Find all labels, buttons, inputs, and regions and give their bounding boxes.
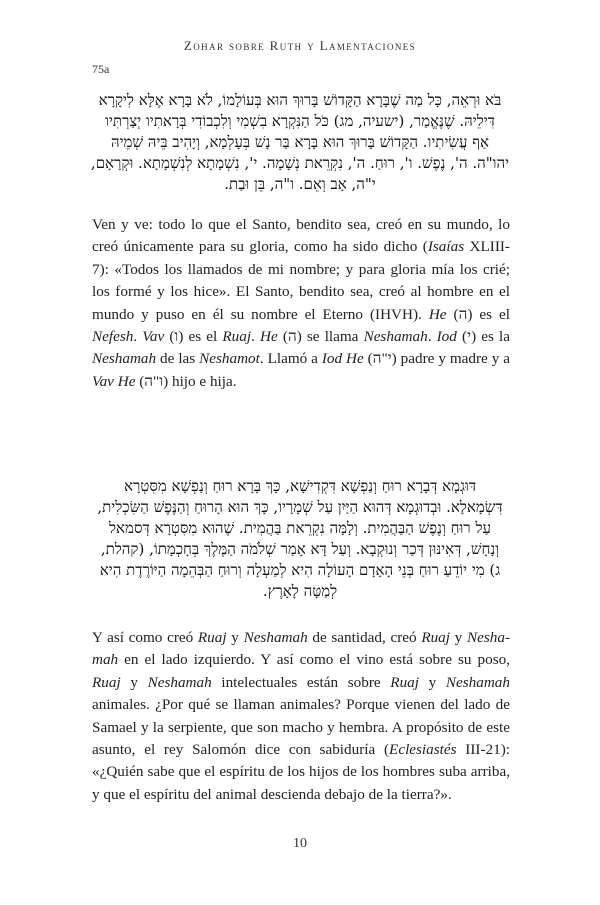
italic-term: Ruaj [222, 328, 252, 346]
text-run: Y así como creó [92, 629, 198, 646]
italic-term: Iod He [321, 350, 364, 368]
hebrew-passage-1 [90, 90, 510, 195]
italic-term: Neshamah [92, 629, 510, 669]
text-run: Ven y ve: todo lo que el Santo, bendito sea, creó en su mundo, lo creó únicamente para su gloria, como ha sido dicho ( [92, 216, 510, 256]
hebrew-line: לְמַטָּה לָאָרֶץ. [262, 582, 338, 600]
text-run: . Llamó a [259, 350, 322, 368]
italic-term: He [428, 305, 447, 323]
folio-marker: 75a [92, 62, 110, 76]
italic-term: Neshamot [199, 350, 260, 368]
text-run: animales. ¿Por qué se llaman animales? Porque vienen del lado de Samael y la serpiente, que son macho y hembra. A propósito de este asunto, el rey Salomón dice con sabiduría ( [92, 696, 510, 759]
italic-term: Neshamah [243, 629, 308, 646]
text-run: (ה) es el [446, 305, 511, 323]
italic-term: Neshamah [445, 673, 510, 691]
hebrew-passage-2 [90, 476, 510, 602]
hebrew-line: דּוּגְמָא דְּבָרָא רוּחַ וְנַפְשָׁא דִּקְדִישָׁא, כָּךְ בָּרָא רוּחַ וְנַפְשָׁא מִסִּטְרָא [123, 477, 477, 495]
text-run: . [251, 328, 261, 346]
text-run: de santidad, creó [307, 629, 422, 646]
italic-term: Nefesh [92, 328, 134, 346]
text-run: y [450, 629, 467, 646]
italic-term: He [260, 328, 278, 346]
text-run: intelectuales están sobre [211, 673, 391, 691]
hebrew-line: י"ה, אָב וְאֵם. ו"ה, בֵּן וּבַת. [224, 175, 376, 193]
hebrew-line: דִּשְׂמָאלָא. וּבְדוּגְמָא דְּהוּא הַיַּיִן עַל שְׁמָרָיו, כָּךְ הוּא הָרוּחַ וְהַנֶּפֶשׁ הַשִּׂכְלִית, [97, 498, 503, 516]
text-run: (ו"ה) hijo e hija. [135, 372, 237, 390]
text-run: (ה) se llama [277, 328, 364, 346]
text-run: (י"ה) padre y madre y a [363, 350, 510, 368]
text-run: (ו) es el [164, 328, 223, 346]
text-run: en el lado izquierdo. Y así como el vino está sobre su poso, [118, 651, 510, 669]
italic-term: Ruaj [390, 673, 419, 691]
italic-term: Eclesiastés [389, 741, 457, 759]
page-number: 10 [293, 836, 307, 851]
italic-term: Ruaj [421, 629, 450, 646]
italic-term: Neshamah [92, 350, 157, 368]
text-run: (י) es la [456, 328, 511, 346]
text-run: de las [156, 350, 200, 368]
hebrew-line: עַל רוּחַ וְנֶפֶשׁ הַבַּהֲמִית. וְלָמָּה נִקְרֵאת בַּהֲמִית. שֶׁהוּא מִסִּטְרָא דְּסמאל [109, 519, 491, 537]
text-run: . [133, 328, 143, 346]
text-run: III-21): «¿Quién sabe que el espíritu de los hijos de los hombres suba arriba, y que el espíritu del animal descienda debajo de la tierra?». [92, 741, 510, 803]
italic-term: Isaías [427, 238, 465, 256]
italic-term: Neshamah [147, 673, 212, 691]
italic-term: Vav [142, 328, 165, 346]
italic-term: Ruaj [92, 673, 121, 691]
hebrew-line: ג) מִי יוֹדֵעַ רוּחַ בְּנֵי הָאָדָם הָעוֹלָה הִיא לְמַעְלָה וְרוּחַ הַבְּהֵמָה הַיּוֹרֶדֶת הִיא [99, 561, 501, 579]
text-run: y [418, 673, 446, 691]
hebrew-line: אַף עֲשִׂיתִיו. הַקָּדוֹשׁ בָּרוּךְ הוּא בָּרָא בַּר נָשׁ בְּעָלְמָא, וְיָהִיב בֵּיהּ שְׁמֵיהּ [110, 133, 490, 151]
italic-term: Neshamah [363, 328, 428, 346]
italic-term: Iod [436, 328, 457, 346]
text-run: y [120, 673, 148, 691]
text-run: y [226, 629, 244, 646]
spanish-translation-2 [92, 627, 510, 806]
hebrew-line: דִּילֵיהּ. שֶׁנֶּאֱמַר, (ישעיה, מג) כֹּל הַנִּקְרָא בִשְׁמִי וְלִכְבוֹדִי בְּרָאתִיו יְצַרְתִּיו [105, 112, 495, 130]
hebrew-line: יהו"ה. ה', נֶפֶשׁ. ו', רוּחַ. ה', נִקְרֵאת נְשָׁמָה. י', נִשְׁמָתָא לְנִשְׁמָתָא. וּקְרָאָם, [90, 154, 510, 172]
spanish-translation-1 [92, 214, 510, 393]
italic-term: Vav He [92, 372, 136, 390]
text-run: XLIII-7): «Todos los llamados de mi nombre; y para gloria mía los crié; los formé y los hice». El Santo, bendito sea, creó al hombre en el mundo y puso en él su nombre el Eterno (IHVH). [92, 238, 510, 323]
running-head: Zohar sobre Ruth y Lamentaciones [183, 38, 417, 53]
text-run: . [427, 328, 437, 346]
hebrew-line: בֹּא וּרְאֵה, כָּל מַה שֶׁבָּרָא הַקָּדוֹשׁ בָּרוּךְ הוּא בְּעוֹלָמוֹ, לֹא בָּרָא אֶלָּא לִיקָרָא [98, 91, 502, 109]
hebrew-line: וְנָחָשׁ, דְּאִינּוּן דְּכַר וְנוּקְבָא. וְעַל דָּא אָמַר שְׁלֹמֹה הַמֶּלֶךְ בְּחָכְמָתוֹ, (קהלת, [100, 540, 500, 558]
italic-term: Ruaj [197, 629, 227, 646]
